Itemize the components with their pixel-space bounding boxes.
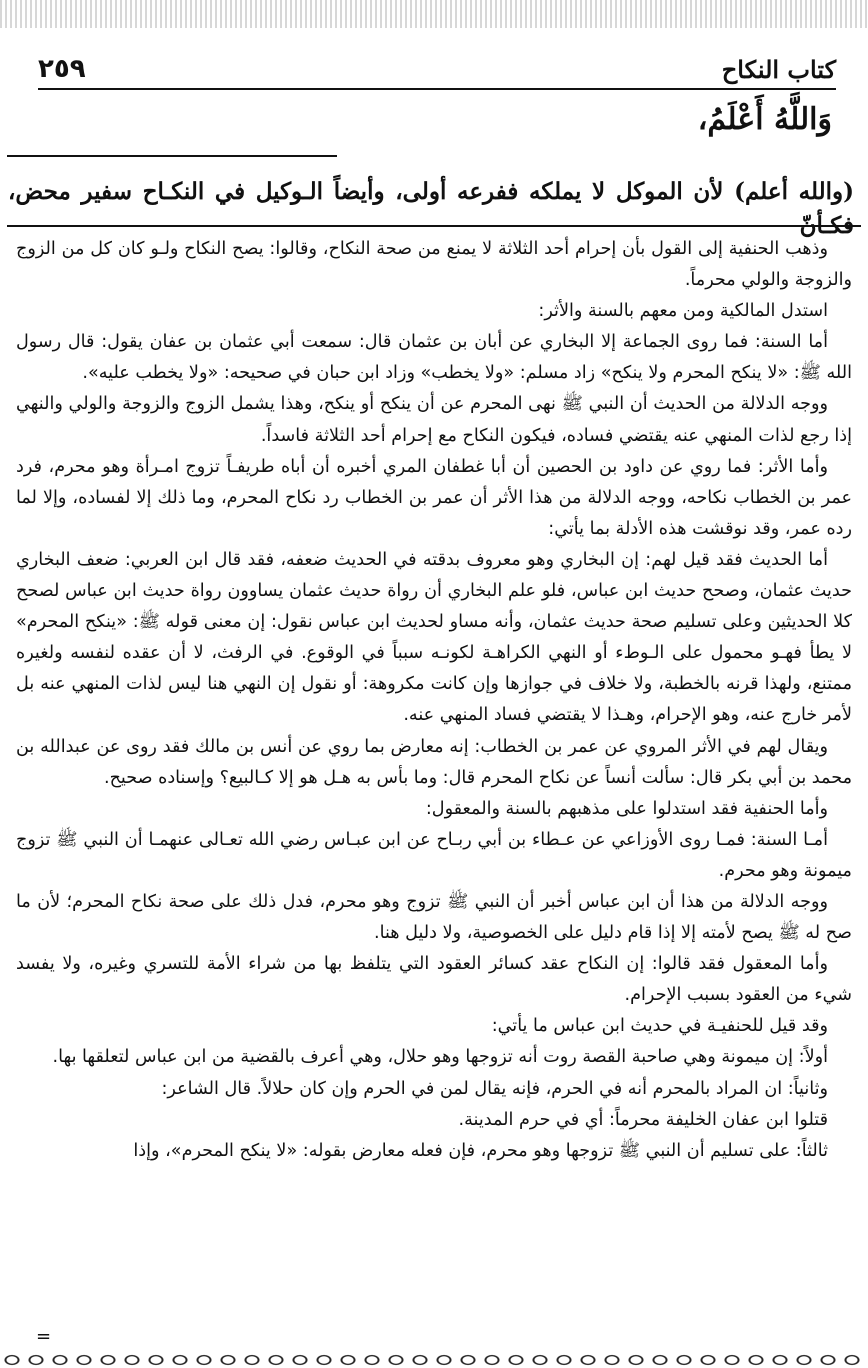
paragraph: وأما الحنفية فقد استدلوا على مذهبهم بالسنة والمعقول:: [425, 798, 828, 819]
top-ornamental-border: [0, 0, 868, 28]
paragraph: وثانياً: ان المراد بالمحرم أنه في الحرم، فإنه يقال لمن في الحرم وإن كان حلالاً. قال الشاعر:: [161, 1078, 828, 1099]
footnote-body: [16, 234, 852, 1167]
paragraph: وأما المعقول فقد قالوا: إن النكاح عقد كسائر العقود التي يتلفظ بها من شراء الأمة للتسري وغيره، ولا يفسد شيء من العقود بسبب الإحرام.: [16, 954, 852, 1006]
matn-text: وَاللَّهُ أَعْلَمُ،: [697, 102, 832, 137]
paragraph: استدل المالكية ومن معهم بالسنة والأثر:: [538, 301, 828, 322]
paragraph: وأما الأثر: فما روي عن داود بن الحصين أن أبا غطفان المري أخبره أن أباه طريفـاً تزوج امـرأة وهو محرم، فرد عمر بن الخطاب نكاحه، ووجه الدلالة من هذا الأثر أن عمر بن الخطاب رد نكاح المحرم، وما ذلك إلا لفساده، وإلا لما رده عمر، وقد نوقشت هذه الأدلة بما يأتي:: [16, 456, 852, 539]
paragraph: ووجه الدلالة من الحديث أن النبي ﷺ نهى المحرم عن أن ينكح أو ينكح، وهذا يشمل الزوج والزوجة والولي والنهي إذا رجع لذات المنهي عنه يقتضي فساده، فيكون النكاح مع إحرام أحد الثلاثة فاسداً.: [16, 394, 852, 446]
paragraph: وقد قيل للحنفيـة في حديث ابن عباس ما يأتي:: [491, 1016, 828, 1037]
matn-divider: [7, 155, 337, 157]
paragraph: ويقال لهم في الأثر المروي عن عمر بن الخطاب: إنه معارض بما روي عن أنس بن مالك فقد روى عن عبدالله بن محمد بن أبي بكر قال: سألت أنساً عن نكاح المحرم قال: وما بأس به هـل هو إلا كـالبيع؟ وإسناده صحيح.: [16, 736, 852, 788]
continuation-mark: =: [36, 1326, 52, 1347]
paragraph: أمـا السنة: فمـا روى الأوزاعي عن عـطاء بن أبي ربـاح عن ابن عبـاس رضي الله تعـالى عنهمـا أن النبي ﷺ تزوج ميمونة وهو محرم.: [16, 829, 852, 881]
book-title: كتاب النكاح: [721, 55, 836, 84]
paragraph: ثالثاً: على تسليم أن النبي ﷺ تزوجها وهو محرم، فإن فعله معارض بقوله: «لا ينكح المحرم»، وإذا: [133, 1140, 828, 1161]
page-number: ٢٥٩: [38, 54, 86, 84]
paragraph: ووجه الدلالة من هذا أن ابن عباس أخبر أن النبي ﷺ تزوج وهو محرم، فدل ذلك على صحة نكاح المحرم؛ لأن ما صح له ﷺ يصح لأمته إلا إذا قام دليل على الخصوصية، ولا دليل هنا.: [16, 891, 852, 944]
commentary-divider: [7, 225, 861, 227]
paragraph: وذهب الحنفية إلى القول بأن إحرام أحد الثلاثة لا يمنع من صحة النكاح، وقالوا: يصح النكاح ولـو كان كل من الزوج والزوجة والولي محرماً.: [16, 239, 852, 291]
paragraph: أولاً: إن ميمونة وهي صاحبة القصة روت أنه تزوجها وهو حلال، وهي أعرف بالقضية من ابن عباس لتعلقها بها.: [52, 1047, 828, 1068]
bottom-ornamental-border: [0, 1352, 868, 1368]
paragraph: قتلوا ابن عفان الخليفة محرماً: أي في حرم المدينة.: [458, 1109, 828, 1130]
page-header: [38, 44, 836, 90]
paragraph: أما الحديث فقد قيل لهم: إن البخاري وهو معروف بدقته في الحديث ضعفه، فقد قال ابن العربي: ضعف البخاري حديث عثمان، وصحح حديث ابن عباس، فلو علم البخاري أن رواة حديث عثمان يساوون رواة حديث ابن عباس لصحح كلا الحديثين وعلى تسليم صحة حديث عثمان، وأنه مساو لحديث ابن عباس نقول: إن معنى قوله ﷺ: «ينكح المحرم» لا يطأ فهـو محمول على الـوطء أو النهي الكراهـة لكونـه سبباً في الوقوع. في الرفث، لا أن عقده لنفسه ولغيره ممتنع، ولهذا قرنه بالخطبة، ولا خلاف في جوازها وإن كانت مكروهة: أو نقول إن النهي هنا ليس لذات المنهي عنه بل لأمر خارج عنه، وهو الإحرام، وهـذا لا يقتضي فساد المنهي عنه.: [16, 549, 852, 726]
commentary-text: (والله أعلم) لأن الموكل لا يملكه ففرعه أولى، وأيضاً الـوكيل في النكـاح سفير محض، فكـأنّ: [8, 178, 854, 239]
paragraph: أما السنة: فما روى الجماعة إلا البخاري عن أبان بن عثمان قال: سمعت أبي عثمان بن عفان يقول: قال رسول الله ﷺ: «لا ينكح المحرم ولا ينكح» زاد مسلم: «ولا يخطب» وزاد ابن حبان في صحيحه: «ولا يخطب عليه».: [16, 332, 852, 384]
